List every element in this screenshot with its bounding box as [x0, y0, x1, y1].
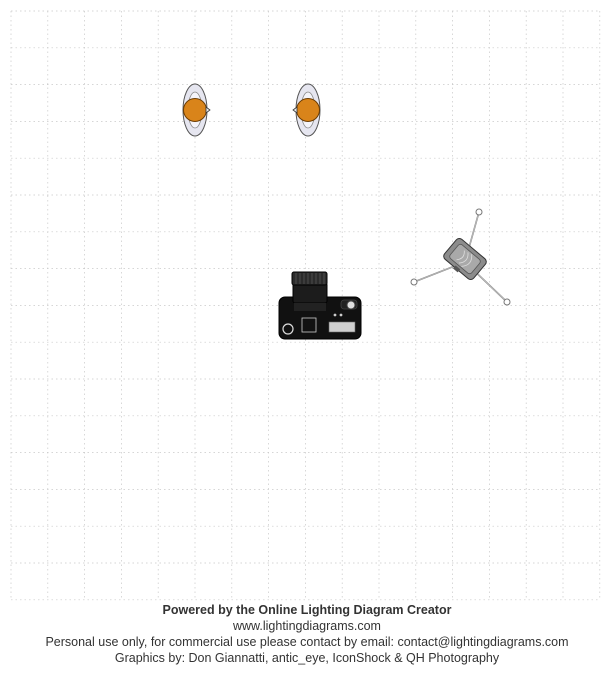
footer	[0, 602, 614, 666]
footer-credits: Graphics by: Don Giannatti, antic_eye, IconShock & QH Photography	[114, 651, 500, 665]
person-right-icon[interactable]	[293, 84, 320, 136]
flash-on-stand-icon[interactable]	[411, 209, 510, 305]
person-left-icon[interactable]	[183, 84, 210, 136]
footer-title: Powered by the Online Lighting Diagram Creator	[162, 603, 452, 617]
footer-license-note: Personal use only, for commercial use please contact by email: contact@lightingdiagrams.com	[45, 635, 569, 649]
camera-icon[interactable]	[279, 272, 361, 339]
footer-website-link[interactable]: www.lightingdiagrams.com	[233, 619, 381, 633]
